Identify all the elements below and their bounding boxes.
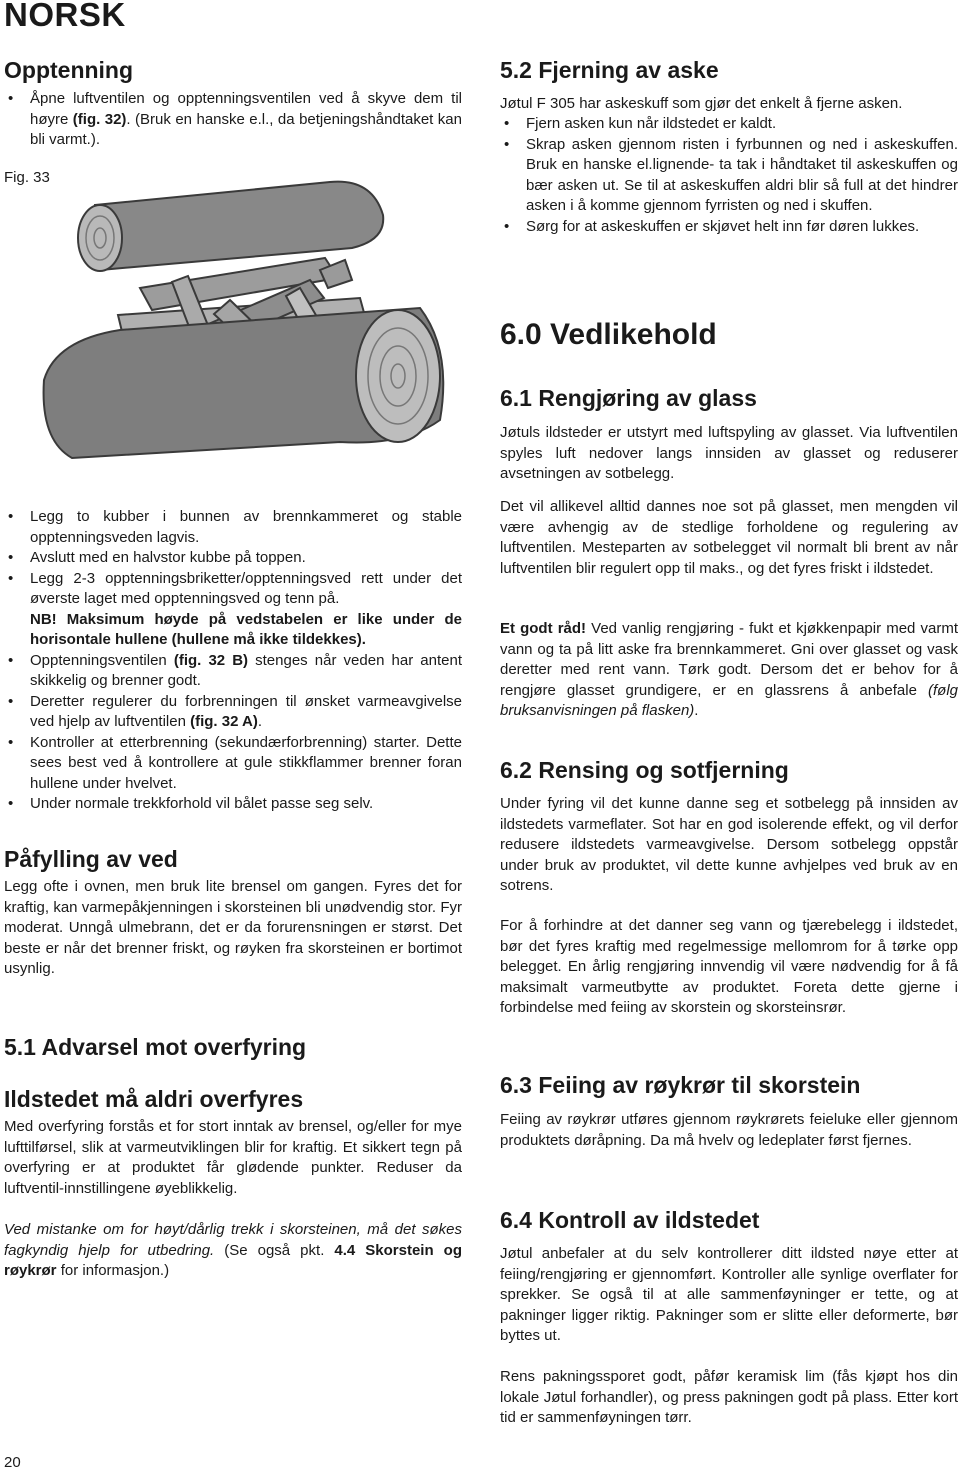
kontroll-paragraph-1: Jøtul anbefaler at du selv kontrollerer ditt ildsted nøye etter at feiing/rengjøring er gjennomført. Kontroller alle synlige overflater for sprekker. Se også til at alle sammenføyninger er tette, og at pakninger ligger riktig. Pakninger som er slitte eller deformerte, bør byttes ut. <box>500 1245 958 1344</box>
aske-list <box>500 114 958 237</box>
figure-label: Fig. 33 <box>4 169 50 186</box>
list-item: • Under normale trekkforhold vil bålet passe seg selv. <box>4 794 462 815</box>
page-number: 20 <box>4 1454 21 1471</box>
advarsel-body: Med overfyring forstås et for stort inntak av brensel, og/eller for mye lufttilførsel, slik at varmeutviklingen blir for kraftig. Et sikkert tegn på overfyring er at produktet får glødende punkter. Reduser da luftventil-innstillingene øyeblikkelig. <box>4 1118 462 1197</box>
aske-intro: Jøtul F 305 har askeskuff som gjør det enkelt å fjerne asken. <box>500 95 903 112</box>
firewood-stack-illustration <box>0 180 470 480</box>
list-item: • Opptenningsventilen (fig. 32 B) stenges når veden har antent skikkelig og brenner godt. <box>4 651 462 692</box>
list-item: • Avslutt med en halvstor kubbe på toppen. <box>4 548 462 569</box>
kontroll-paragraph-2: Rens pakningssporet godt, påfør keramisk lim (fås kjøpt hos din lokale Jøtul forhandler), og press pakningen godt på plass. Etter kort tid er sammenføyningen tørr. <box>500 1368 958 1426</box>
vedlikehold-heading: 6.0 Vedlikehold <box>500 318 717 351</box>
list-item: • Fjern asken kun når ildstedet er kaldt. <box>500 114 958 135</box>
aske-heading: 5.2 Fjerning av aske <box>500 57 719 83</box>
list-item: • Deretter regulerer du forbrenningen til ønsket varmeavgivelse ved hjelp av luftventilen (fig. 32 A). <box>4 692 462 733</box>
feiing-heading: 6.3 Feiing av røykrør til skorstein <box>500 1072 861 1098</box>
advarsel-note: Ved mistanke om for høyt/dårlig trekk i skorsteinen, må det søkes fagkyndig hjelp for utbedring. (Se også pkt. 4.4 Skorstein og røykrør for informasjon.) <box>4 1221 462 1279</box>
sot-paragraph-2: For å forhindre at det danner seg vann og tjærebelegg i ildstedet, bør det fyres kraftig med regelmessige mellomrom for å tørke opp belegget. En årlig rengjøring innvendig vil være nødvendig for å få maksimalt varmeutbytte av produktet. Foreta dette gjerne i forbindelse med feiing av skorstein og skorsteinsrør. <box>500 917 958 1016</box>
pafylling-heading: Påfylling av ved <box>4 846 178 872</box>
sot-heading: 6.2 Rensing og sotfjerning <box>500 757 789 783</box>
sot-paragraph-1: Under fyring vil det kunne danne seg et sotbelegg på innsiden av ildstedets varmeflater. Sot har en god isolerende effekt, og vil derfor redusere ildstedets varmeavgivelse. Dersom sotbelegg oppstår under bruk av produktet, vil dette kunne avhjelpes ved bruk av en sotrens. <box>500 795 958 894</box>
bottom-log <box>44 308 444 458</box>
opptenning-heading: Opptenning <box>4 57 134 83</box>
glass-paragraph-1: Jøtuls ildsteder er utstyrt med luftspyling av glasset. Via luftventilen spyles luft nedover langs innsiden av glasset og reduserer avsetningen av sotbelegg. <box>500 424 958 482</box>
list-item: • Legg 2-3 opptenningsbriketter/opptenningsved rett under det øverste laget med opptenningsved og tenn på. NB! Maksimum høyde på vedstabelen er like under de horisontale hullene (hullene må ikke tildekkes). <box>4 569 462 651</box>
lighting-steps-list <box>4 507 462 815</box>
list-item: • Sørg for at askeskuffen er skjøvet helt inn før døren lukkes. <box>500 217 958 238</box>
glass-heading: 6.1 Rengjøring av glass <box>500 385 757 411</box>
glass-paragraph-2: Det vil allikevel alltid dannes noe sot på glasset, men mengden vil være avhengig av de stedlige forholdene og regulering av luftventilen. Mesteparten av sotbelegget vil normalt bli brent av når luftventilen blir regulert opp til maks., og det fyres friskt i ildstedet. <box>500 498 958 577</box>
glass-tip: Et godt råd! Ved vanlig rengjøring - fukt et kjøkkenpapir med varmt vann og ta på litt aske fra brennkammeret. Gni over glasset og vask deretter med rent vann. Tørk godt. Dersom det er behov for å rengjøre glasset grundigere, er en glassrens å anbefale (følg bruksanvisningen på flasken). <box>500 620 958 719</box>
kontroll-heading: 6.4 Kontroll av ildstedet <box>500 1207 760 1233</box>
list-item: • Åpne luftventilen og opptenningsventilen ved å skyve dem til høyre (fig. 32). (Bruk en hanske e.l., da betjeningshåndtaket kan bli varmt.). <box>4 89 462 151</box>
pafylling-body: Legg ofte i ovnen, men bruk lite brensel om gangen. Fyres det for kraftig, kan varmepåkjenningen i skorsteinen bli unødvendig stor. Fyr moderat. Unngå ulmebrann, det er da forurensningen er størst. Det beste er når det brenner friskt, og røyken fra skorsteinen er bortimot usynlig. <box>4 878 462 977</box>
language-heading: NORSK <box>4 0 126 33</box>
opptenning-list <box>4 89 462 151</box>
advarsel-heading: 5.1 Advarsel mot overfyring <box>4 1034 307 1060</box>
advarsel-subheading: Ildstedet må aldri overfyres <box>4 1086 304 1112</box>
feiing-paragraph: Feiing av røykrør utføres gjennom røykrørets feieluke eller gjennom produktets døråpning. Da må hvelv og ledeplater først fjernes. <box>500 1111 958 1149</box>
list-item: • Kontroller at etterbrenning (sekundærforbrenning) starter. Dette sees best ved å kontrollere at gule stikkflammer brenner foran hullene under hvelvet. <box>4 733 462 795</box>
list-item: • Legg to kubber i bunnen av brennkammeret og stable opptenningsveden lagvis. <box>4 507 462 548</box>
top-log <box>78 182 383 271</box>
list-item: • Skrap asken gjennom risten i fyrbunnen og ned i askeskuffen. Bruk en hanske el.lignende- ta tak i håndtaket til askeskuffen og bær asken ut. Se til at askeskuffen aldri blir så full at det hindrer asken i å komme gjennom fyrristen og ned i skuffen. <box>500 135 958 217</box>
